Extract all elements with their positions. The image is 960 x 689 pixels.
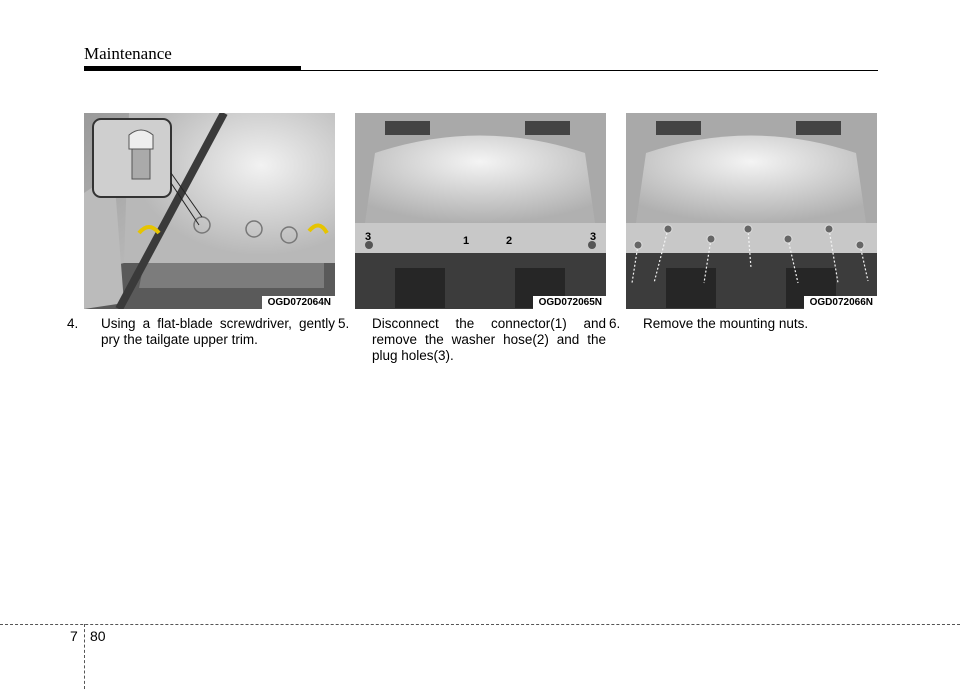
step-text: Using a flat-blade screwdriver, gently pry the tailgate upper trim.: [101, 316, 335, 347]
step-number: 5.: [338, 316, 350, 331]
mounting-nuts-illustration: [626, 113, 877, 309]
figure-tailgate-trim: [84, 113, 335, 309]
step-number: 4.: [67, 316, 79, 331]
step-text: Disconnect the connector(1) and remove the washer hose(2) and the plug holes(3).: [372, 316, 606, 363]
figure-code: OGD072066N: [804, 296, 877, 309]
step-6: [609, 316, 877, 332]
footer-divider: [84, 624, 85, 689]
figure-connector-hose: [355, 113, 606, 309]
figure-mounting-nuts: [626, 113, 877, 309]
header-rule: [84, 66, 301, 71]
step-number: 6.: [609, 316, 621, 331]
chapter-number: 7: [70, 628, 78, 644]
step-5: [338, 316, 606, 364]
figure-code: OGD072064N: [262, 296, 335, 309]
callout-1: 1: [463, 235, 470, 247]
tailgate-trim-illustration: [84, 113, 335, 309]
callout-3-left: 3: [365, 231, 372, 243]
callout-3-right: 3: [590, 231, 597, 243]
figure-code: OGD072065N: [533, 296, 606, 309]
footer-rule: [0, 624, 960, 625]
step-text: Remove the mounting nuts.: [643, 316, 809, 331]
step-4: [67, 316, 335, 348]
connector-hose-illustration: [355, 113, 606, 309]
callout-2: 2: [506, 235, 513, 247]
page-title: Maintenance: [84, 44, 172, 63]
page-number: 80: [90, 628, 106, 644]
header-rule-thin: [301, 70, 878, 71]
